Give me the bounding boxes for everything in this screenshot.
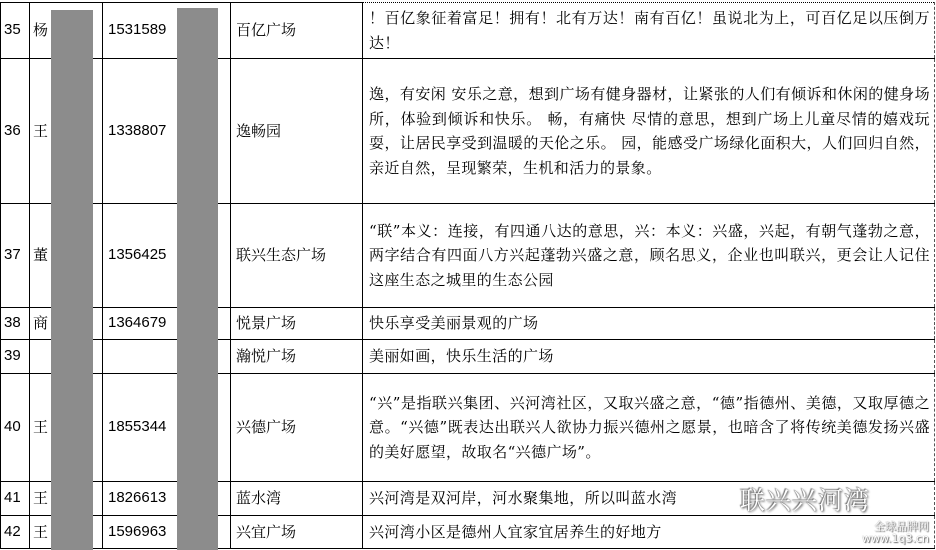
- phone-number: 1855344: [103, 374, 231, 482]
- name-meaning: 兴河湾小区是德州人宜家宜居养生的好地方: [363, 516, 935, 549]
- name-meaning: 美丽如画，快乐生活的广场: [363, 340, 935, 374]
- phone-number: 1531589: [103, 3, 231, 59]
- phone-number: 1826613: [103, 482, 231, 516]
- place-name: 百亿广场: [231, 3, 363, 59]
- table-row: [1, 374, 935, 482]
- name-meaning: “兴”是指联兴集团、兴河湾社区，又取兴盛之意，“德”指德州、美德，又取厚德之意。“兴德”既表达出联兴人欲协力振兴德州之愿景，也暗含了将传统美德发扬兴盛的美好愿望，故取名“兴德广场”。: [363, 374, 935, 482]
- phone-number: 1338807: [103, 59, 231, 204]
- row-number: 41: [1, 482, 30, 516]
- names-table: [0, 2, 935, 549]
- phone-number: 1356425: [103, 204, 231, 308]
- table-row: [1, 204, 935, 308]
- place-name: 蓝水湾: [231, 482, 363, 516]
- row-number: 42: [1, 516, 30, 549]
- place-name: 联兴生态广场: [231, 204, 363, 308]
- person-name: 王: [30, 516, 103, 549]
- name-meaning: ！百亿象征着富足！拥有！北有万达！南有百亿！虽说北为上，可百亿足以压倒万达！: [363, 3, 935, 59]
- table-row: [1, 516, 935, 549]
- table-row: [1, 59, 935, 204]
- name-redaction-bar: [51, 10, 93, 550]
- phone-redaction-bar: [177, 8, 218, 550]
- table-row: [1, 308, 935, 340]
- name-meaning: 逸，有安闲 安乐之意，想到广场有健身器材，让紧张的人们有倾诉和休闲的健身场所，体验到倾诉和快乐。 畅，有痛快 尽情的意思，想到广场上儿童尽情的嬉戏玩耍，让居民享受到温暖的天伦之乐。 园，能感受广场绿化面积大，人们回归自然，亲近自然，呈现繁荣，生机和活力的景象。: [363, 59, 935, 204]
- person-name: 杨: [30, 3, 103, 59]
- place-name: 逸畅园: [231, 59, 363, 204]
- person-name: 董: [30, 204, 103, 308]
- person-name: 王: [30, 374, 103, 482]
- name-meaning: “联”本义：连接，有四通八达的意思，兴：本义：兴盛，兴起，有朝气蓬勃之意，两字结合有四面八方兴起蓬勃兴盛之意，顾名思义，企业也叫联兴，更会让人记住这座生态之城里的生态公园: [363, 204, 935, 308]
- name-meaning: 兴河湾是双河岸，河水聚集地，所以叫蓝水湾: [363, 482, 935, 516]
- person-name: 王: [30, 59, 103, 204]
- table-row: [1, 340, 935, 374]
- person-name: 王: [30, 482, 103, 516]
- row-number: 38: [1, 308, 30, 340]
- site-watermark-url: www.1q3.cn: [862, 532, 929, 545]
- watermark-text: 联兴兴河湾: [740, 486, 871, 515]
- place-name: 悦景广场: [231, 308, 363, 340]
- row-number: 39: [1, 340, 30, 374]
- site-watermark-name: 全球品牌网: [873, 520, 929, 533]
- row-number: 35: [1, 3, 30, 59]
- table-row: [1, 3, 935, 59]
- row-number: 40: [1, 374, 30, 482]
- place-name: 瀚悦广场: [231, 340, 363, 374]
- name-meaning: 快乐享受美丽景观的广场: [363, 308, 935, 340]
- phone-number: 1596963: [103, 516, 231, 549]
- row-number: 36: [1, 59, 30, 204]
- place-name: 兴德广场: [231, 374, 363, 482]
- row-number: 37: [1, 204, 30, 308]
- phone-number: 1364679: [103, 308, 231, 340]
- person-name: 商: [30, 308, 103, 340]
- place-name: 兴宜广场: [231, 516, 363, 549]
- table-row: [1, 482, 935, 516]
